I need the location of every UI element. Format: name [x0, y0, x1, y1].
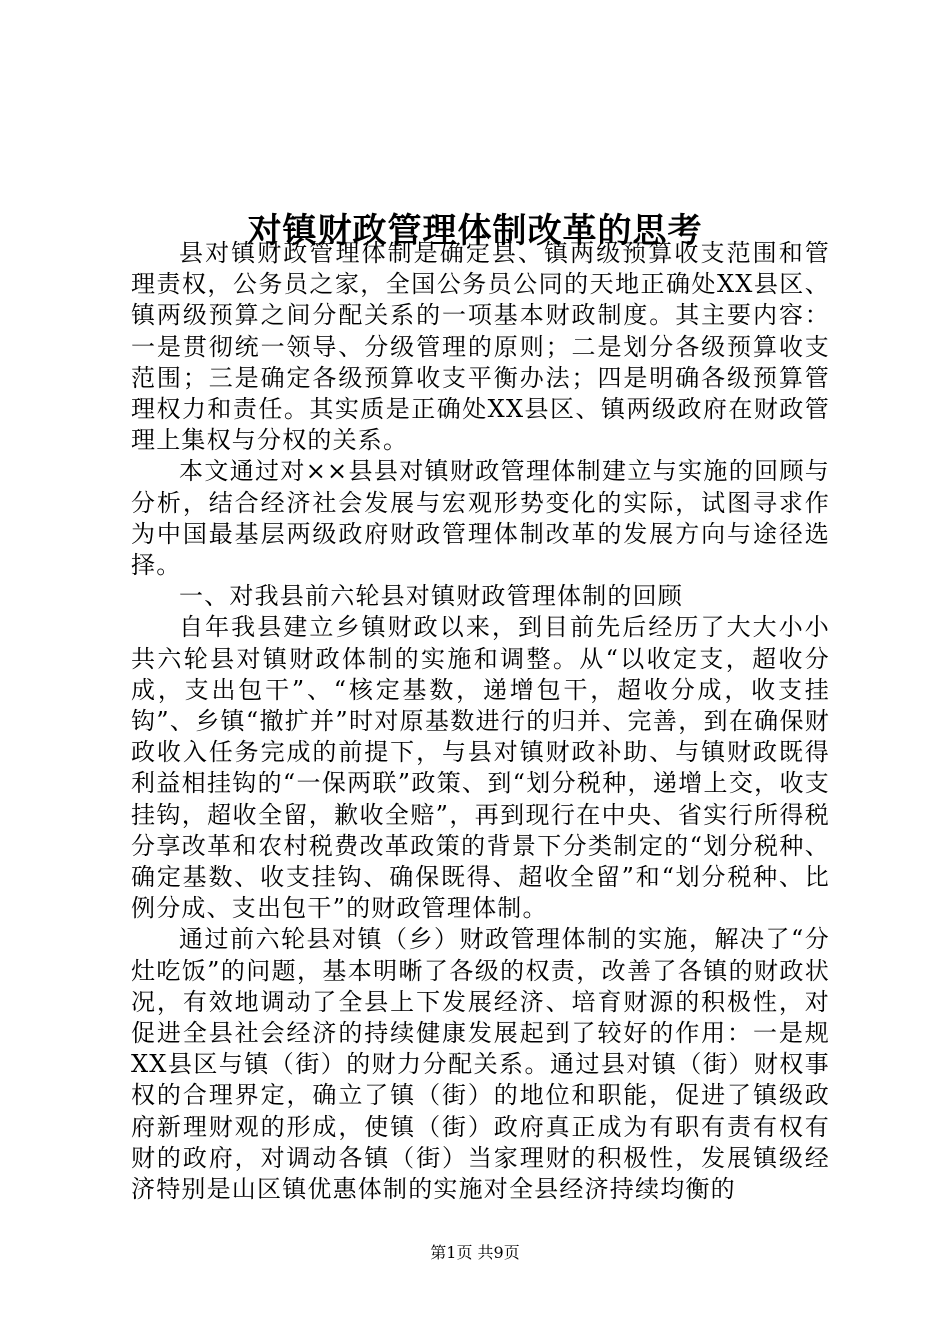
paragraph-history: 自年我县建立乡镇财政以来，到目前先后经历了大大小小共六轮县对镇财政体制的实施和调整。从“以收定支，超收分成，支出包干”、“核定基数，递增包干，超收分成，收支挂钩”、乡镇“撤扩并”时对原基数进行的归并、完善，到在确保财政收入任务完成的前提下，与县对镇财政补助、与镇财政既得利益相挂钩的“一保两联”政策、到“划分税种，递增上交，收支挂钩，超收全留，歉收全赔”，再到现行在中央、省实行所得税分享改革和农村税费改革政策的背景下分类制定的“划分税种、确定基数、收支挂钩、确保既得、超收全留”和“划分税种、比例分成、支出包干”的财政管理体制。 — [131, 613, 830, 923]
paragraph-intro: 县对镇财政管理体制是确定县、镇两级预算收支范围和管理责权，公务员之家，全国公务员公同的天地正确处XX县区、镇两级预算之间分配关系的一项基本财政制度。其主要内容：一是贯彻统一领导、分级管理的原则；二是划分各级预算收支范围；三是确定各级预算收支平衡办法；四是明确各级预算管理权力和责任。其实质是正确处XX县区、镇两级政府在财政管理上集权与分权的关系。 — [131, 239, 830, 455]
document-title: 对镇财政管理体制改革的思考 — [247, 210, 703, 251]
paragraph-purpose: 本文通过对××县县对镇财政管理体制建立与实施的回顾与分析，结合经济社会发展与宏观形势变化的实际，试图寻求作为中国最基层两级政府财政管理体制改革的发展方向与途径选择。 — [131, 457, 830, 580]
document-body — [131, 238, 830, 1205]
page-footer: 第1页 共9页 — [430, 1243, 520, 1262]
section-heading: 一、对我县前六轮县对镇财政管理体制的回顾 — [179, 582, 683, 611]
paragraph-results: 通过前六轮县对镇（乡）财政管理体制的实施，解决了“分灶吃饭”的问题，基本明晰了各级的权责，改善了各镇的财政状况，有效地调动了全县上下发展经济、培育财源的积极性，对促进全县社会经济的持续健康发展起到了较好的作用：一是规XX县区与镇（街）的财力分配关系。通过县对镇（街）财权事权的合理界定，确立了镇（街）的地位和职能，促进了镇级政府新理财观的形成，使镇（街）政府真正成为有职有责有权有财的政府，对调动各镇（街）当家理财的积极性，发展镇级经济特别是山区镇优惠体制的实施对全县经济持续均衡的 — [131, 925, 830, 1204]
